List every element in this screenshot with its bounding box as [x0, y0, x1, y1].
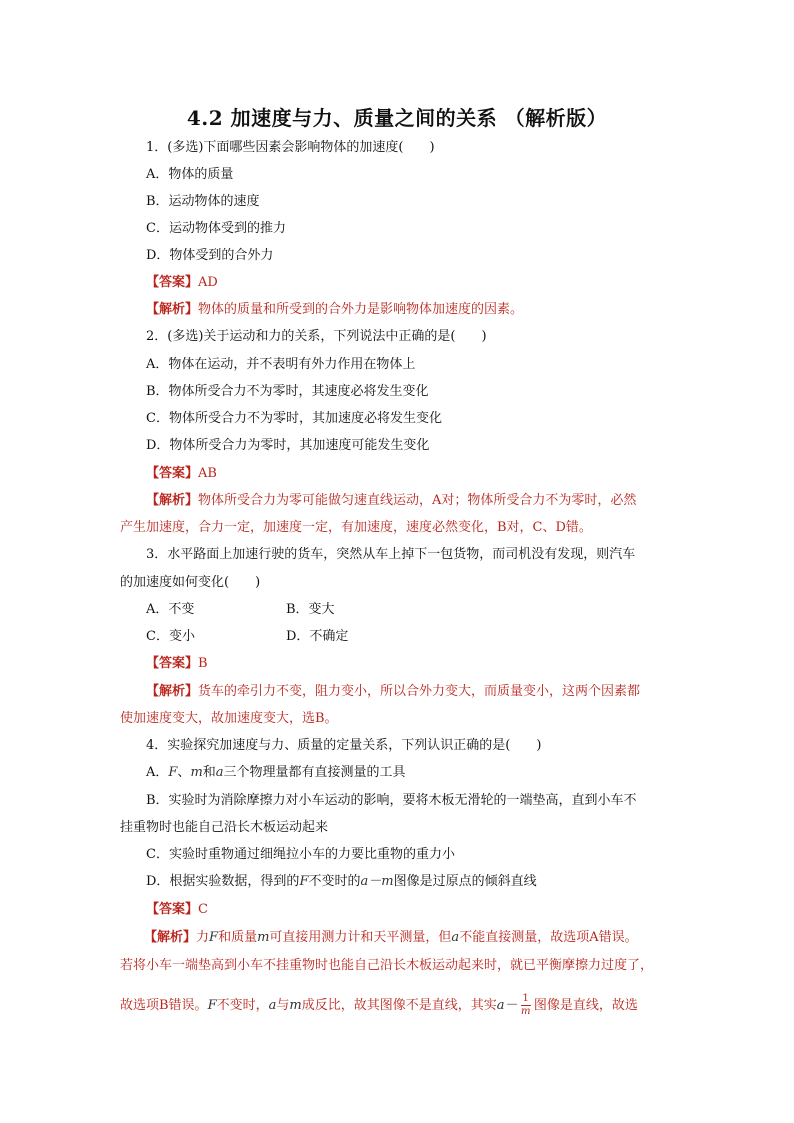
fraction-1-over-m [521, 993, 531, 1018]
q3-option-d: D．不确定 [286, 629, 349, 644]
variable-m: m [257, 930, 270, 945]
text-fragment: 力 [196, 930, 210, 945]
q3-option-c: C．变小 [146, 629, 195, 644]
variable-m: m [190, 765, 203, 780]
variable-f: F [299, 874, 309, 889]
text-fragment: 三个物理量都有直接测量的工具 [223, 765, 406, 780]
q4-option-c: C．实验时重物通过细绳拉小车的力要比重物的重力小 [146, 847, 455, 862]
q2-analysis-line-1 [146, 492, 636, 510]
answer-tag: 【答案】 [146, 466, 199, 481]
analysis-tag: 【解析】 [146, 493, 199, 508]
analysis-tag: 【解析】 [146, 684, 199, 699]
variable-f: F [209, 930, 219, 945]
fraction-denominator: m [520, 1006, 531, 1017]
q3-answer-value: B [198, 656, 208, 671]
variable-a-minus: a－ [496, 998, 518, 1013]
answer-tag: 【答案】 [146, 275, 199, 290]
q2-option-a: A．物体在运动，并不表明有外力作用在物体上 [146, 357, 416, 372]
q4-answer-value: C [198, 902, 208, 917]
answer-tag: 【答案】 [146, 902, 199, 917]
q4-analysis-line-3 [120, 993, 638, 1018]
page-title: 4.2 加速度与力、质量之间的关系 （解析版） [186, 106, 608, 130]
q1-option-d: D．物体受到的合外力 [146, 248, 274, 263]
q2-option-d: D．物体所受合力为零时，其加速度可能发生变化 [146, 438, 430, 453]
q1-answer [146, 274, 218, 292]
analysis-tag: 【解析】 [146, 302, 199, 317]
q4-option-b-line-2: 挂重物时也能自己沿长木板运动起来 [120, 820, 329, 835]
q3-analysis-line-1 [146, 683, 640, 701]
variable-a-m: a－m [360, 874, 394, 889]
text-fragment: 不变时， [216, 998, 269, 1013]
q3-answer [146, 655, 208, 673]
text-fragment: 不能直接测量，故选项A错误。 [459, 930, 638, 945]
text-fragment: 图像是直线，故选 [533, 998, 638, 1013]
q4-analysis-line-1 [144, 929, 638, 947]
text-fragment: 图像是过原点的倾斜直线 [393, 874, 537, 889]
q3-stem-line-1: 3．水平路面上加速行驶的货车，突然从车上掉下一包货物，而司机没有发现，则汽车 [146, 547, 636, 562]
q2-answer-value: AB [198, 466, 217, 481]
q1-option-a: A．物体的质量 [146, 167, 234, 182]
analysis-tag: 【解析】 [144, 930, 197, 945]
q1-stem: 1．(多选)下面哪些因素会影响物体的加速度( ) [146, 140, 435, 155]
q4-analysis-line-2: 若将小车一端垫高到小车不挂重物时也能自己沿长木板运动起来时，就已平衡摩擦力过度了， [120, 958, 654, 973]
q4-option-b-line-1: B．实验时为消除摩擦力对小车运动的影响，要将木板无滑轮的一端垫高，直到小车不 [146, 793, 637, 808]
q4-answer [146, 901, 208, 919]
fraction-numerator: 1 [522, 993, 529, 1004]
q2-stem: 2．(多选)关于运动和力的关系，下列说法中正确的是( ) [146, 329, 487, 344]
variable-a: a [268, 998, 277, 1013]
q3-stem-line-2: 的加速度如何变化( ) [120, 575, 261, 590]
variable-a: a [451, 930, 460, 945]
q4-option-d [146, 873, 537, 891]
q1-answer-value: AD [198, 275, 218, 290]
text-fragment: 可直接用测力计和天平测量，但 [269, 930, 452, 945]
text-fragment: 和 [202, 765, 216, 780]
text-fragment: 与 [276, 998, 290, 1013]
q1-analysis-text: 物体的质量和所受到的合外力是影响物体加速度的因素。 [198, 302, 524, 317]
q3-analysis-line-2: 使加速度变大，故加速度变大，选B。 [120, 711, 338, 726]
text-fragment: A． [146, 765, 169, 780]
text-fragment: 不变时的 [308, 874, 361, 889]
text-fragment: D．根据实验数据，得到的 [146, 874, 300, 889]
q2-option-b: B．物体所受合力不为零时，其速度必将发生变化 [146, 384, 429, 399]
text-fragment: 故选项B错误。 [120, 998, 208, 1013]
text-fragment: 成反比，故其图像不是直线，其实 [301, 998, 497, 1013]
q1-option-b: B．运动物体的速度 [146, 194, 260, 209]
q3-option-a: A．不变 [146, 602, 195, 617]
q3-option-b: B．变大 [286, 602, 335, 617]
variable-a: a [215, 765, 224, 780]
text-fragment: 和质量 [218, 930, 258, 945]
variable-m: m [289, 998, 302, 1013]
variable-f: F [168, 765, 178, 780]
answer-tag: 【答案】 [146, 656, 199, 671]
q2-analysis-line-2: 产生加速度，合力一定，加速度一定，有加速度，速度必然变化，B对，C、D错。 [120, 520, 592, 535]
q4-option-a [146, 764, 406, 782]
variable-f: F [207, 998, 217, 1013]
q1-analysis [146, 301, 523, 319]
q1-option-c: C．运动物体受到的推力 [146, 221, 286, 236]
q3-analysis-text: 货车的牵引力不变，阻力变小，所以合外力变大，而质量变小，这两个因素都 [198, 684, 641, 699]
q2-answer [146, 465, 217, 483]
q2-analysis-text: 物体所受合力为零可能做匀速直线运动，A对；物体所受合力不为零时，必然 [198, 493, 637, 508]
text-fragment: 、 [177, 765, 191, 780]
q2-option-c: C．物体所受合力不为零时，其加速度必将发生变化 [146, 411, 442, 426]
q4-stem: 4．实验探究加速度与力、质量的定量关系，下列认识正确的是( ) [146, 738, 542, 753]
